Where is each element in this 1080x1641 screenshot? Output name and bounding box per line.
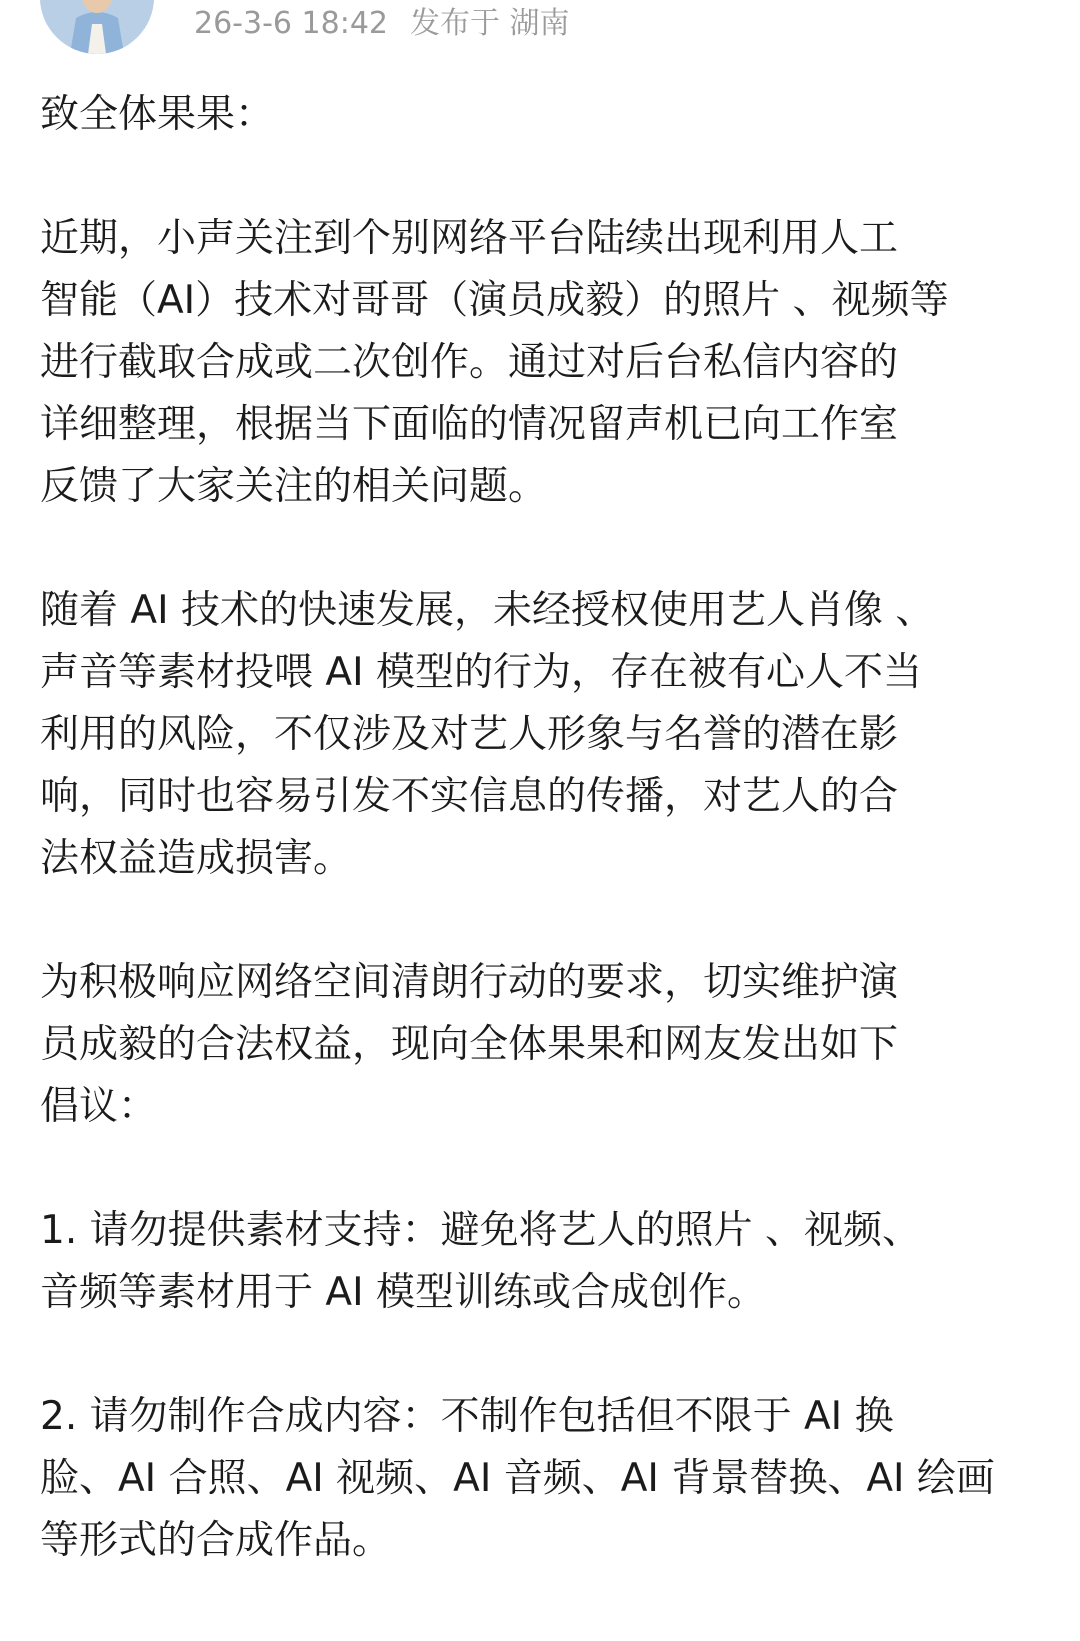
avatar-image (40, 0, 154, 54)
post-greeting: 致全体果果： (40, 92, 275, 137)
post-list-item: 1. 请勿提供素材支持：避免将艺人的照片 、视频、 音频等素材用于 AI 模型训练或合成创作。 (40, 1208, 922, 1315)
post-timestamp: 26-3-6 18:42 (194, 6, 388, 41)
author-avatar[interactable] (40, 0, 154, 54)
post-body (40, 84, 1050, 1572)
post-meta (194, 4, 570, 44)
post-paragraph: 为积极响应网络空间清朗行动的要求，切实维护演 员成毅的合法权益，现向全体果果和网友发出如下 倡议： (40, 960, 899, 1129)
post-location: 发布于 湖南 (410, 6, 570, 41)
post-paragraph: 近期，小声关注到个别网络平台陆续出现利用人工 智能（AI）技术对哥哥（演员成毅）的照片 、视频等 进行截取合成或二次创作。通过对后台私信内容的 详细整理，根据当下面临的情况留声机已向工作室 反馈了大家关注的相关问题。 (40, 216, 949, 509)
post-header (0, 0, 1080, 60)
post-paragraph: 随着 AI 技术的快速发展，未经授权使用艺人肖像 、 声音等素材投喂 AI 模型的行为，存在被有心人不当 利用的风险，不仅涉及对艺人形象与名誉的潜在影 响，同时也容易引发不实信息的传播，对艺人的合 法权益造成损害。 (40, 588, 935, 881)
post-list-item: 2. 请勿制作合成内容：不制作包括但不限于 AI 换 脸、AI 合照、AI 视频、AI 音频、AI 背景替换、AI 绘画 等形式的合成作品。 (40, 1394, 995, 1563)
